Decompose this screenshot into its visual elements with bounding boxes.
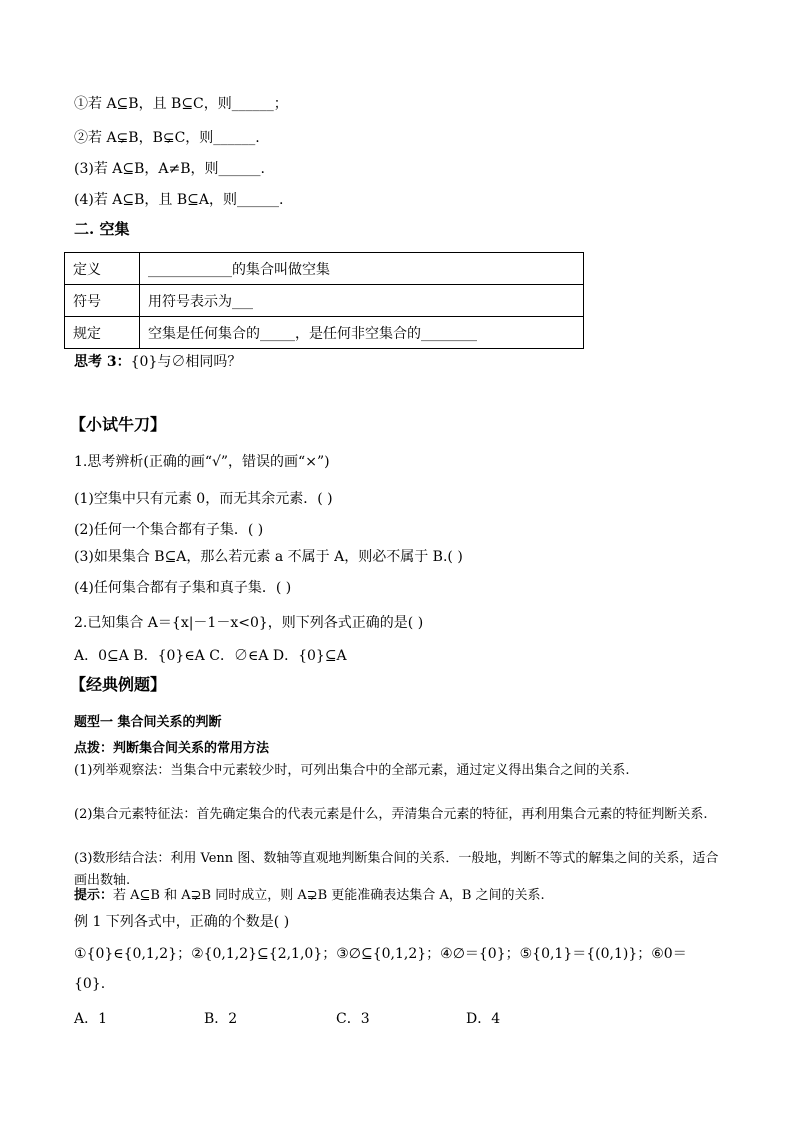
method-3: (3)数形结合法：利用 Venn 图、数轴等直观地判断集合间的关系．一般地，判断不等式的解集之间的关系，适合画出数轴. xyxy=(74,851,719,888)
example-1-option-c: C．3 xyxy=(336,1011,370,1027)
practice-q1-title: 1.思考辨析(正确的画“√”，错误的画“×”) xyxy=(74,454,330,470)
think-label: 思考 3： xyxy=(74,354,131,370)
hint-label: 提示： xyxy=(74,888,114,903)
example-1-title: 例 1 下列各式中，正确的个数是( ) xyxy=(74,914,290,930)
practice-q1-item: (1)空集中只有元素 0，而无其余元素．( ) xyxy=(74,491,333,507)
practice-q2-options: A．0⊆A B．{0}∈A C．∅∈A D．{0}⊆A xyxy=(74,648,347,664)
subset-item-3: (3)若 A⊆B，A≠B，则______. xyxy=(74,161,265,177)
empty-set-table xyxy=(64,252,584,349)
table-row xyxy=(65,253,584,285)
method-2: (2)集合元素特征法：首先确定集合的代表元素是什么，弄清集合元素的特征，再利用集合元素的特征判断关系. xyxy=(74,807,708,822)
think-3 xyxy=(74,352,241,372)
example-1-option-a: A．1 xyxy=(74,1011,108,1027)
subset-item-1: ①若 A⊆B，且 B⊆C，则______； xyxy=(74,96,288,112)
example-1-line-2: {0}. xyxy=(74,976,106,992)
practice-q1-item: (2)任何一个集合都有子集．( ) xyxy=(74,522,264,538)
empty-set-heading: 二. 空集 xyxy=(74,220,130,238)
method-1: (1)列举观察法：当集合中元素较少时，可列出集合中的全部元素，通过定义得出集合之间的关系. xyxy=(74,763,630,778)
practice-q1-item: (3)如果集合 B⊆A，那么若元素 a 不属于 A，则必不属于 B.( ) xyxy=(74,549,463,565)
example-1-line-1: ①{0}∈{0,1,2}；②{0,1,2}⊆{2,1,0}；③∅⊆{0,1,2}；④∅＝{0}；⑤{0,1}＝{(0,1)}；⑥0＝ xyxy=(74,946,687,962)
examples-heading: 【经典例题】 xyxy=(70,675,167,694)
subset-item-2: ②若 A⊊B，B⊊C，则______. xyxy=(74,130,260,146)
row-content: ____________的集合叫做空集 xyxy=(140,253,584,285)
row-content: 空集是任何集合的_____，是任何非空集合的________ xyxy=(140,317,584,349)
think-text: {0}与∅相同吗？ xyxy=(130,354,242,370)
table-row xyxy=(65,317,584,349)
row-content: 用符号表示为___ xyxy=(140,285,584,317)
row-label: 定义 xyxy=(65,253,140,285)
table-row xyxy=(65,285,584,317)
hint-text: 若 A⊆B 和 A⊋B 同时成立，则 A⊋B 更能准确表达集合 A，B 之间的关系. xyxy=(113,888,545,903)
practice-q1-item: (4)任何集合都有子集和真子集．( ) xyxy=(74,580,292,596)
row-label: 规定 xyxy=(65,317,140,349)
example-1-option-b: B．2 xyxy=(204,1011,238,1027)
practice-q2-title: 2.已知集合 A＝{x|－1－x<0}，则下列各式正确的是( ) xyxy=(74,615,424,631)
type-title: 题型一 集合间关系的判断 xyxy=(74,715,222,730)
tip-title: 点拨：判断集合间关系的常用方法 xyxy=(74,741,270,756)
hint xyxy=(74,886,545,906)
subset-item-4: (4)若 A⊆B，且 B⊆A，则______. xyxy=(74,192,284,208)
practice-heading: 【小试牛刀】 xyxy=(70,415,167,434)
row-label: 符号 xyxy=(65,285,140,317)
example-1-option-d: D．4 xyxy=(466,1011,501,1027)
